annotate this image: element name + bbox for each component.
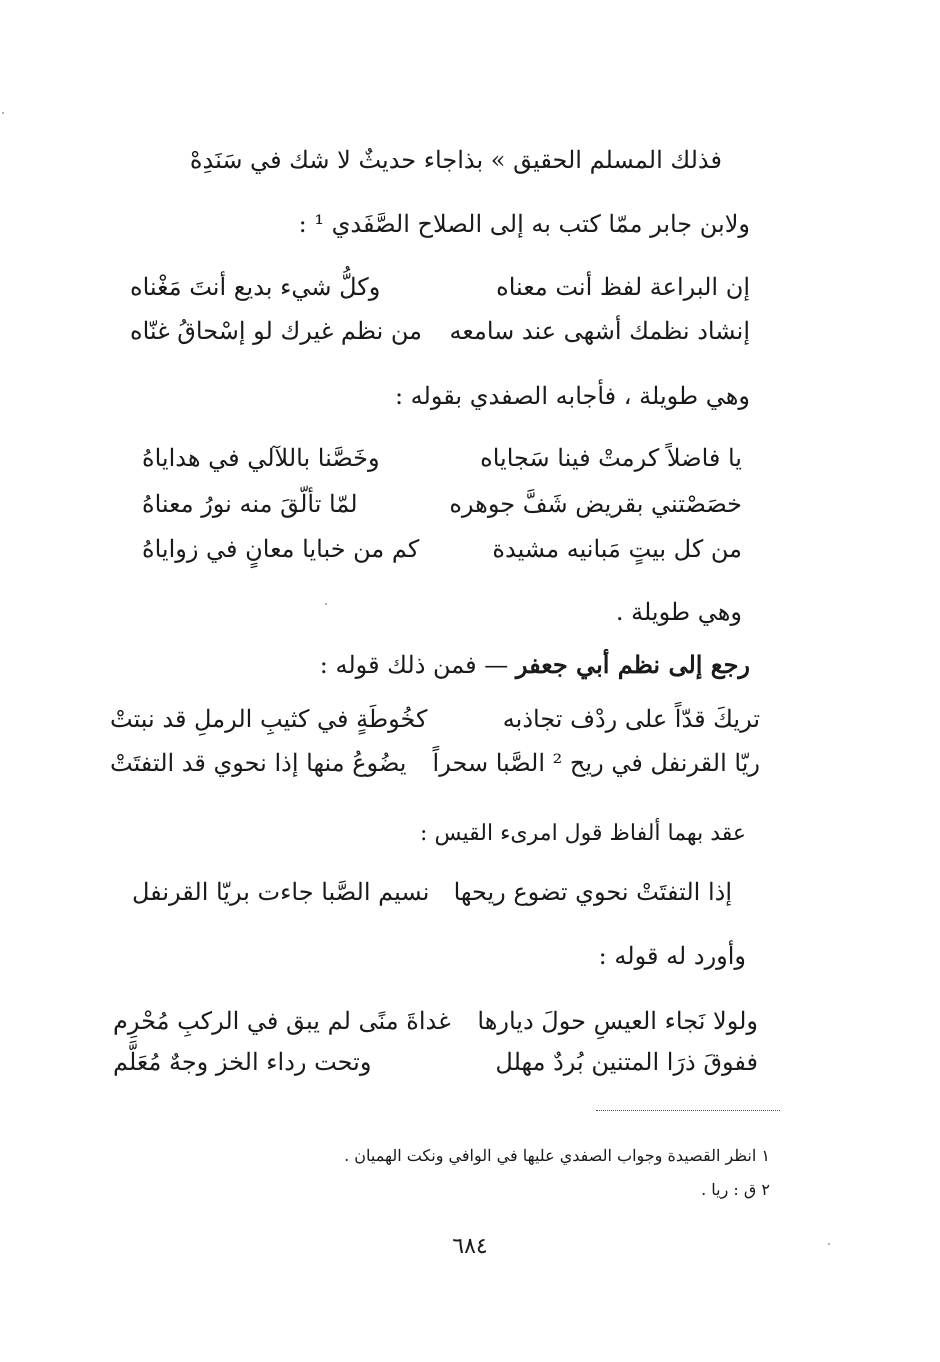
- verse-7: [110, 745, 760, 781]
- verse-2: [130, 313, 750, 349]
- page-number: ٦٨٤: [452, 1234, 488, 1259]
- hemistich-first: خصَصْتني بقريض شَفَّ جوهره: [449, 490, 742, 518]
- hemistich-second: من نظم غيرك لو إسْحاقُ غنّاه: [130, 317, 423, 345]
- prose-line-6: عقد بهما ألفاظ قول امرىء القيس :: [420, 821, 746, 846]
- scan-speck: [2, 112, 4, 114]
- hemistich-first: إنشاد نظمك أشهى عند سامعه: [449, 317, 750, 345]
- hemistich-second: جاء حديثٌ لا شك في سَنَدِهْ: [189, 146, 458, 174]
- hemistich-second: كم من خبايا معانٍ في زواياهُ: [142, 535, 420, 563]
- verse-3: [142, 440, 742, 476]
- hemistich-first: تريكَ قدّاً على ردْف تجاذبه: [502, 705, 760, 733]
- hemistich-second: وتحت رداء الخز وجهٌ مُعَلَّم: [113, 1048, 372, 1076]
- heading-bold-text: رجع إلى نظم أبي جعفر: [515, 650, 750, 679]
- hemistich-first: إن البراعة لفظ أنت معناه: [496, 273, 750, 301]
- footnote-separator: [596, 1110, 780, 1111]
- prose-line-4: وهي طويلة .: [615, 598, 742, 626]
- hemistich-second: وكلُّ شيء بديع أنتَ مَغْناه: [130, 273, 381, 301]
- hemistich-first: فذلك المسلم الحقيق » بذا: [457, 146, 722, 174]
- hemistich-second: وخَصَّنا باللآلي في هداياهُ: [142, 444, 380, 472]
- footnote-2: ٢ ق : ريا .: [701, 1180, 770, 1199]
- hemistich-second: كخُوطَةٍ في كثيبِ الرملِ قد نبتتْ: [110, 705, 428, 733]
- prose-line-7: وأورد له قوله :: [598, 942, 746, 970]
- scan-speck: [828, 1243, 830, 1245]
- verse-5: [142, 531, 742, 567]
- hemistich-first: يا فاضلاً كرمتْ فينا سَجاياه: [480, 444, 742, 472]
- prose-line-3: وهي طويلة ، فأجابه الصفدي بقوله :: [394, 382, 750, 410]
- hemistich-first: إذا التفتَتْ نحوي تضوع ريحها: [453, 878, 732, 906]
- footnote-1: ١ انظر القصيدة وجواب الصفدي عليها في الوافي ونكت الهميان .: [344, 1146, 770, 1165]
- prose-line-2: ولابن جابر ممّا كتب به إلى الصلاح الصَّفَدي ¹ :: [298, 210, 750, 238]
- scan-speck: [325, 603, 327, 605]
- verse-6: [110, 701, 760, 737]
- hemistich-first: ففوقَ ذرَا المتنين بُردٌ مهلل: [495, 1048, 758, 1076]
- verse-8: [132, 874, 732, 910]
- verse-line-1: [189, 142, 722, 178]
- section-heading: [320, 647, 750, 683]
- hemistich-first: ولولا نَجاء العيسِ حولَ ديارها: [477, 1007, 758, 1035]
- hemistich-first: من كل بيتٍ مَبانيه مشيدة: [492, 535, 742, 563]
- hemistich-second: يضُوعُ منها إذا نحوي قد التفتَتْ: [110, 749, 407, 777]
- hemistich-second: غداةَ منًى لم يبق في الركبِ مُحْرِم: [113, 1007, 451, 1035]
- hemistich-second: نسيم الصَّبا جاءت بريّا القرنفل: [132, 878, 430, 906]
- hemistich-second: لمّا تألّقَ منه نورُ معناهُ: [142, 490, 358, 518]
- verse-4: [142, 486, 742, 522]
- heading-rest-text: — فمن ذلك قوله :: [319, 651, 516, 679]
- verse-1: [130, 269, 750, 305]
- verse-10: [113, 1044, 758, 1080]
- verse-9: [113, 1003, 758, 1039]
- hemistich-first: ريّا القرنفل في ريح ² الصَّبا سحراً: [432, 749, 760, 777]
